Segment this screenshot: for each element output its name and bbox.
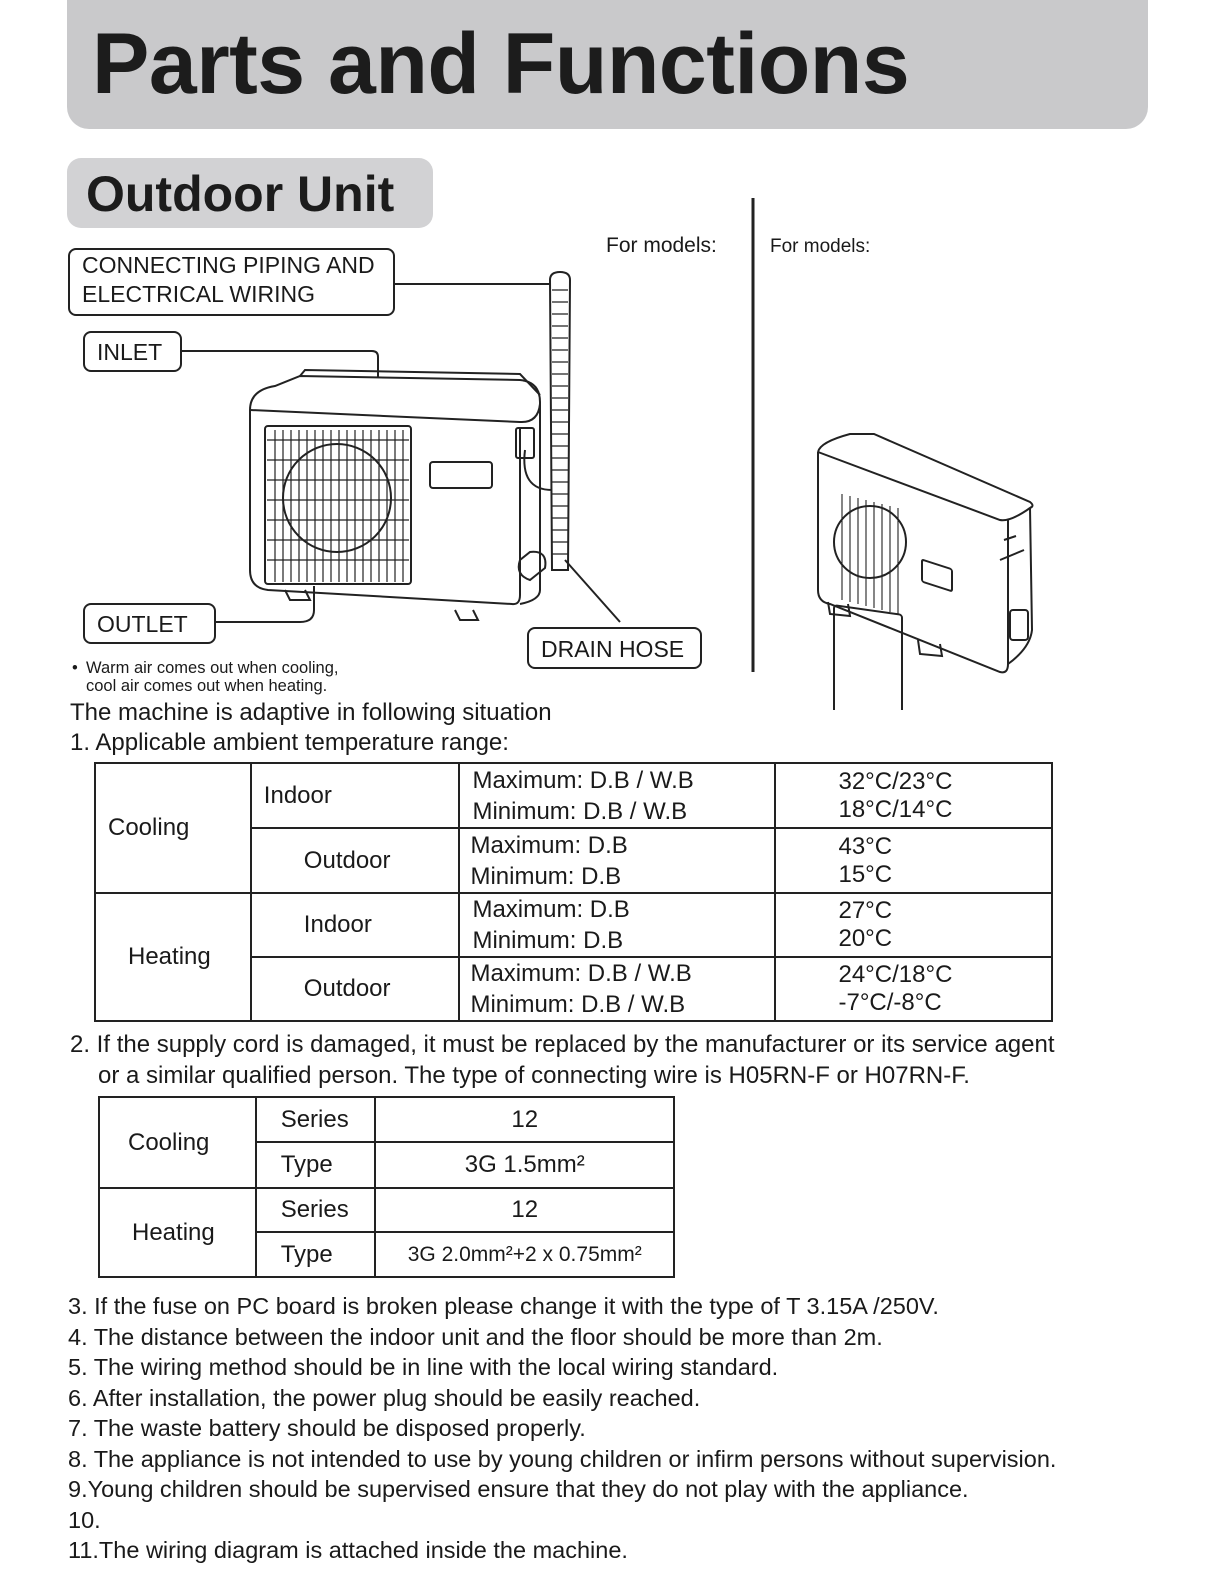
series-label: Series: [256, 1188, 376, 1232]
type-value: 3G 1.5mm²: [375, 1142, 674, 1188]
min-value: 15°C: [838, 860, 893, 888]
heating-cell: Heating: [95, 893, 251, 1021]
piping-label: [68, 248, 395, 316]
page-title: Parts and Functions: [92, 16, 910, 112]
list-item: 9.Young children should be supervised ensure that they do not play with the appliance.: [68, 1476, 969, 1502]
cooling-cell: Cooling: [95, 763, 251, 893]
item-1: 1. Applicable ambient temperature range:: [70, 729, 509, 756]
type-label: Type: [256, 1232, 376, 1277]
list-item: 3. If the fuse on PC board is broken please change it with the type of T 3.15A /250V.: [68, 1293, 939, 1319]
condition-cell: [459, 828, 775, 893]
series-value: 12: [375, 1188, 674, 1232]
max-condition: Maximum: D.B / W.B: [472, 766, 694, 794]
condition-cell: [459, 763, 775, 828]
left-models-label: For models:: [606, 234, 717, 257]
max-condition: Maximum: D.B: [472, 896, 630, 923]
bullet-icon: •: [72, 659, 78, 677]
location-cell: Outdoor: [251, 957, 460, 1021]
min-condition: Minimum: D.B / W.B: [472, 797, 688, 825]
section-title: Outdoor Unit: [86, 166, 395, 222]
max-value: 43°C: [838, 832, 893, 860]
min-condition: Minimum: D.B: [470, 862, 622, 890]
max-condition: Maximum: D.B / W.B: [470, 960, 692, 987]
list-item: 8. The appliance is not intended to use by young children or infirm persons without supervision.: [68, 1445, 1057, 1472]
inlet-label: INLET: [83, 331, 182, 372]
item-2-line-1: 2. If the supply cord is damaged, it must be replaced by the manufacturer or its service agent: [70, 1031, 1055, 1058]
location-cell: Indoor: [251, 893, 460, 957]
intro-line: The machine is adaptive in following situation: [70, 699, 552, 726]
cooling-cell: Cooling: [99, 1097, 256, 1188]
location-cell: Indoor: [251, 763, 460, 828]
condition-cell: [459, 957, 775, 1021]
location-cell: Outdoor: [251, 828, 460, 893]
list-item: 5. The wiring method should be in line with the local wiring standard.: [68, 1354, 779, 1380]
max-value: 24°C/18°C: [838, 961, 953, 988]
max-value: 27°C: [838, 897, 893, 924]
min-condition: Minimum: D.B: [472, 927, 624, 954]
piping-label-line-2: ELECTRICAL WIRING: [82, 281, 316, 307]
series-value: 12: [375, 1097, 674, 1142]
list-item: 4. The distance between the indoor unit and the floor should be more than 2m.: [68, 1323, 883, 1350]
max-condition: Maximum: D.B: [470, 831, 628, 859]
value-cell: [775, 893, 1052, 957]
list-item: 10.: [68, 1506, 101, 1533]
value-cell: [775, 828, 1052, 893]
wire-table: [98, 1096, 675, 1278]
max-value: 32°C/23°C: [838, 767, 953, 795]
list-item: 7. The waste battery should be disposed properly.: [68, 1415, 586, 1441]
left-outdoor-unit: [250, 370, 545, 620]
temperature-table: [94, 762, 1053, 1022]
drain-leader-line: [565, 560, 620, 622]
item-2-line-2: or a similar qualified person. The type of connecting wire is H05RN-F or H07RN-F.: [98, 1062, 970, 1089]
heating-cell: Heating: [99, 1188, 256, 1277]
inlet-leader-line: [181, 351, 378, 378]
list-item: 11.The wiring diagram is attached inside the machine.: [68, 1537, 628, 1563]
numbered-list: [68, 1291, 1056, 1566]
list-item: 6. After installation, the power plug should be easily reached.: [68, 1384, 701, 1411]
type-value: 3G 2.0mm²+2 x 0.75mm²: [375, 1232, 674, 1277]
series-label: Series: [256, 1097, 376, 1142]
value-cell: [775, 763, 1052, 828]
min-value: 20°C: [838, 925, 893, 952]
piping-label-line-1: CONNECTING PIPING AND: [82, 252, 375, 278]
value-cell: [775, 957, 1052, 1021]
outlet-label: OUTLET: [83, 603, 216, 644]
type-label: Type: [256, 1142, 376, 1188]
min-value: 18°C/14°C: [838, 795, 953, 823]
airflow-note: [72, 659, 339, 695]
airflow-note-line-1: Warm air comes out when cooling,: [86, 659, 339, 677]
right-outdoor-unit: [818, 434, 1033, 710]
condition-cell: [459, 893, 775, 957]
airflow-note-line-2: cool air comes out when heating.: [86, 677, 328, 695]
right-models-label: For models:: [770, 236, 871, 257]
min-value: -7°C/-8°C: [838, 989, 942, 1016]
min-condition: Minimum: D.B / W.B: [470, 991, 686, 1018]
drain-hose-label: DRAIN HOSE: [527, 627, 702, 669]
